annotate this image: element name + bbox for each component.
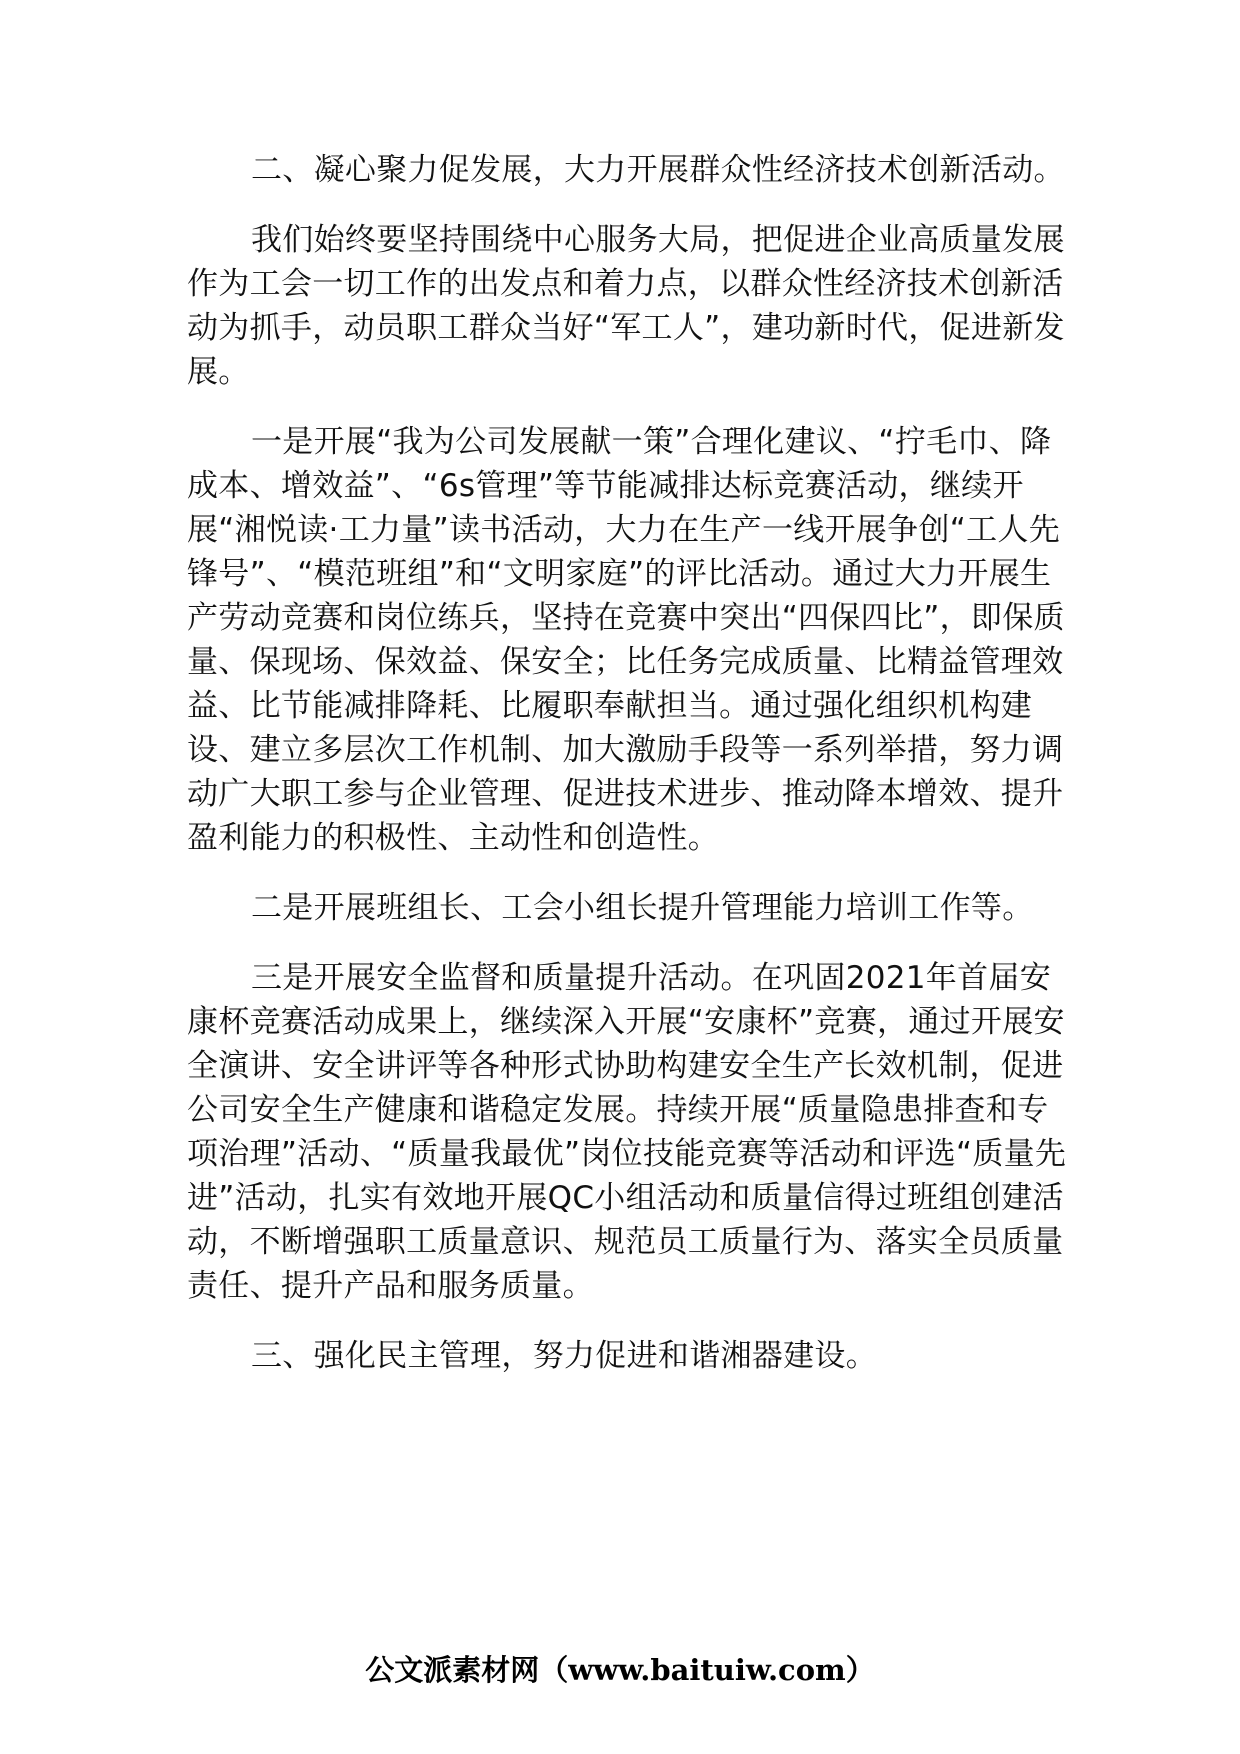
body-paragraph-item-3: 三是开展安全监督和质量提升活动。在巩固2021年首届安康杯竞赛活动成果上，继续深入开展“安康杯”竞赛，通过开展安全演讲、安全讲评等各种形式协助构建安全生产长效机制，促进公司安全生产健康和谐稳定发展。持续开展“质量隐患排查和专项治理”活动、“质量我最优”岗位技能竞赛等活动和评选“质量先进”活动，扎实有效地开展QC小组活动和质量信得过班组创建活动，不断增强职工质量意识、规范员工质量行为、落实全员质量责任、提升产品和服务质量。 — [187, 960, 1067, 1304]
section-heading-3: 三、强化民主管理，努力促进和谐湘器建设。 — [251, 1338, 877, 1374]
body-paragraph-item-1: 一是开展“我为公司发展献一策”合理化建议、“拧毛巾、降成本、增效益”、“6s管理”等节能减排达标竞赛活动，继续开展“湘悦读·工力量”读书活动，大力在生产一线开展争创“工人先锋号”、“模范班组”和“文明家庭”的评比活动。通过大力开展生产劳动竞赛和岗位练兵，坚持在竞赛中突出“四保四比”，即保质量、保现场、保效益、保安全；比任务完成质量、比精益管理效益、比节能减排降耗、比履职奉献担当。通过强化组织机构建设、建立多层次工作机制、加大激励手段等一系列举措，努力调动广大职工参与企业管理、促进技术进步、推动降本增效、提升盈利能力的积极性、主动性和创造性。 — [187, 424, 1065, 856]
body-paragraph-intro: 我们始终要坚持围绕中心服务大局，把促进企业高质量发展作为工会一切工作的出发点和着力点，以群众性经济技术创新活动为抓手，动员职工群众当好“军工人”，建功新时代，促进新发展。 — [187, 222, 1065, 390]
section-heading-2: 二、凝心聚力促发展，大力开展群众性经济技术创新活动。 — [251, 152, 1065, 188]
document-body — [187, 148, 1067, 1404]
body-paragraph-item-2: 二是开展班组长、工会小组长提升管理能力培训工作等。 — [251, 890, 1034, 926]
footer-watermark-text: 公文派素材网（www.baituiw.com） — [365, 1653, 875, 1687]
